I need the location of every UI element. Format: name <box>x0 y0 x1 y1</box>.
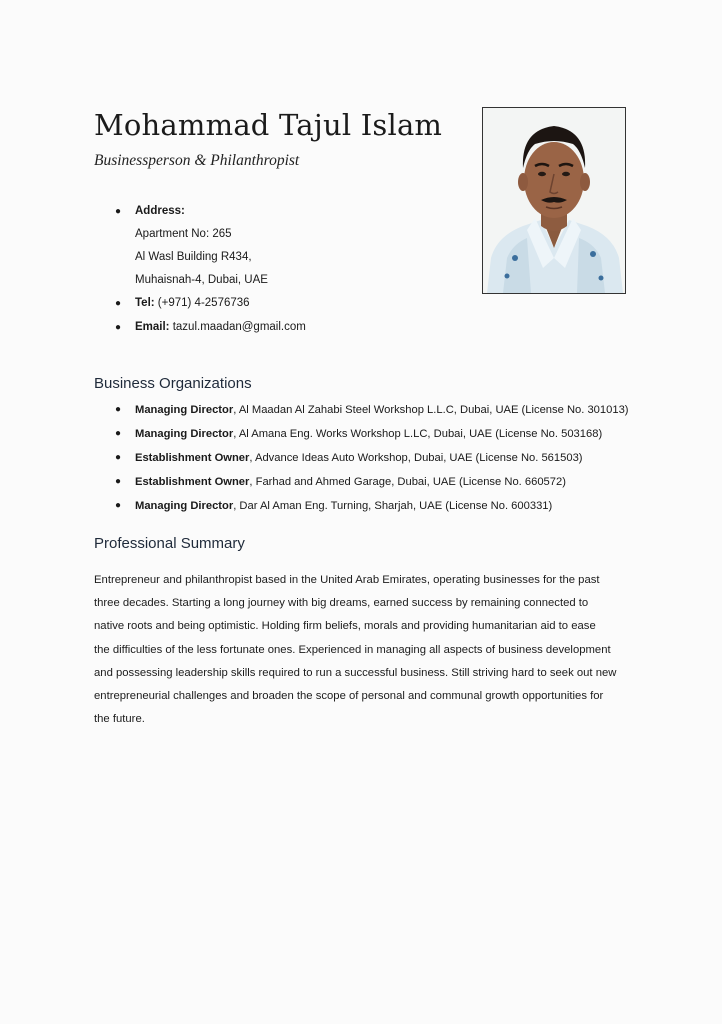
org-detail: , Farhad and Ahmed Garage, Dubai, UAE (License No. 660572) <box>249 476 566 488</box>
bullet-icon: ● <box>115 500 122 511</box>
bullet-icon: ● <box>115 428 122 439</box>
org-detail: , Advance Ideas Auto Workshop, Dubai, UAE (License No. 561503) <box>249 452 583 464</box>
org-detail: , Dar Al Aman Eng. Turning, Sharjah, UAE (License No. 600331) <box>233 500 553 512</box>
summary-line: the future. <box>94 713 145 726</box>
bullet-icon: ● <box>115 206 122 217</box>
tel-label: Tel: <box>135 297 155 309</box>
profile-photo <box>482 107 626 294</box>
role-label: Managing Director <box>135 500 234 512</box>
role-label: Managing Director <box>135 428 234 440</box>
org-detail: , Al Amana Eng. Works Workshop L.LC, Dubai, UAE (License No. 503168) <box>233 428 603 440</box>
summary-line: Entrepreneur and philanthropist based in the United Arab Emirates, operating businesses for the past <box>94 574 600 586</box>
resume-page: Mohammad Tajul Islam Businessperson & Philanthropist ● Address: Apartment No: 265 Al Wasl Building R434, Muhaisnah-4, Dubai, UAE ● Tel: (+971) 4-2576736 ● Email: tazul.maadan@gmail.com Business Organizations ● Managing Director, Al Maadan Al Zahabi Steel Workshop L.L.C, Dubai, UAE (License No. 301013) ● Managing Director, Al Amana Eng. Works Workshop L.LC, Dubai, UAE (License No. 503168) ● Establishment Owner, Advance Ideas Auto Workshop, Dubai, UAE (License No. 561503) ● Establishment Owner, Farhad and Ahmed Garage, Dubai, UAE (License No. 660572) ● Managing Director, Dar Al Aman Eng. Turning, Sharjah, UAE (License No. 600331) Professional Summary Entrepreneur and philanthropist based in the United Arab Emirates, operating businesses for the past three decades. Starting a long journey with big dreams, earned success by remaining connected to native roots and being optimistic. Holding firm beliefs, morals and providing humanitarian aid to ease the difficulties of the less fortunate ones. Experienced in managing all aspects of business development and possessing leadership skills required to run a successful business. Still striving hard to seek out new entrepreneurial challenges and broaden the scope of personal and communal growth opportunities for the future. <box>0 0 722 1024</box>
address-label: Address: <box>135 205 185 217</box>
summary-paragraph <box>94 569 634 731</box>
bullet-icon: ● <box>115 452 122 463</box>
summary-section-title: Professional Summary <box>94 535 245 552</box>
summary-line: native roots and being optimistic. Holding firm beliefs, morals and providing humanitarian aid to ease <box>94 620 596 633</box>
person-name: Mohammad Tajul Islam <box>94 108 443 142</box>
bullet-icon: ● <box>115 404 122 415</box>
email-value[interactable]: tazul.maadan@gmail.com <box>169 321 306 333</box>
business-section-title: Business Organizations <box>94 375 252 392</box>
summary-line: three decades. Starting a long journey with big dreams, earned success by remaining connected to <box>94 597 589 610</box>
tel-value: (+971) 4-2576736 <box>154 297 250 309</box>
role-label: Managing Director <box>135 404 234 416</box>
summary-line: entrepreneurial challenges and broaden the scope of personal and communal growth opportunities for <box>94 690 604 703</box>
person-title: Businessperson & Philanthropist <box>94 152 300 169</box>
summary-line: and possessing leadership skills required to run a successful business. Still striving hard to seek out new <box>94 666 617 679</box>
portrait-image <box>483 108 625 293</box>
role-label: Establishment Owner <box>135 452 250 464</box>
bullet-icon: ● <box>115 476 122 487</box>
bullet-icon: ● <box>115 298 122 309</box>
role-label: Establishment Owner <box>135 476 250 488</box>
email-label: Email: <box>135 321 170 333</box>
summary-line: the difficulties of the less fortunate ones. Experienced in managing all aspects of business development <box>94 643 611 656</box>
bullet-icon: ● <box>115 322 122 333</box>
org-detail: , Al Maadan Al Zahabi Steel Workshop L.L.C, Dubai, UAE (License No. 301013) <box>233 404 629 416</box>
